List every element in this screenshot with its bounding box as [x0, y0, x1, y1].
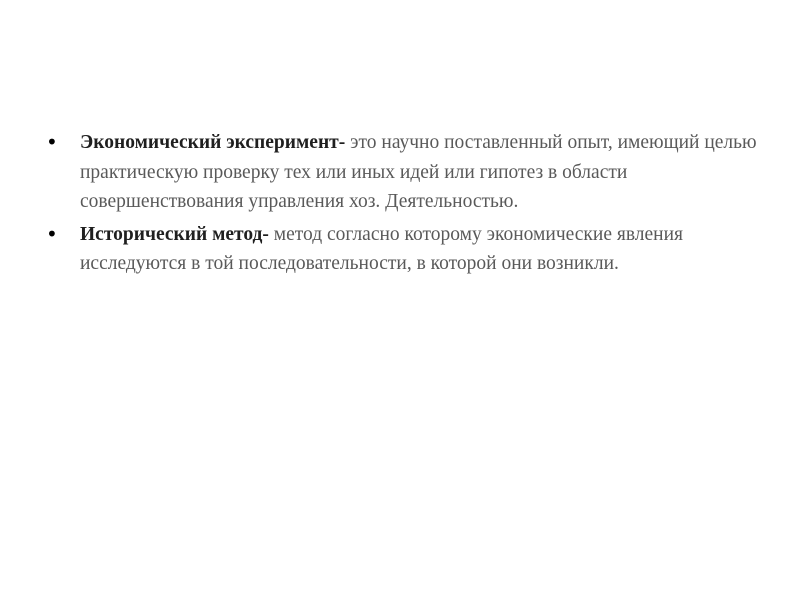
definition-economic-experiment: это научно поставленный опыт, имеющий целью практическую проверку тех или иных идей или гипотез в области совершенствования управления хоз. Деятельностью. — [80, 132, 757, 212]
bullet-item-historical-method — [46, 220, 770, 279]
bullet-dot-icon: • — [46, 130, 58, 154]
bullet-item-economic-experiment — [46, 128, 770, 217]
bullet-list — [46, 128, 770, 282]
term-economic-experiment: Экономический эксперимент- — [80, 132, 346, 153]
bullet-dot-icon: • — [46, 221, 58, 246]
definition-historical-method: метод согласно которому экономические явления исследуются в той последовательности, в которой они возникли. — [80, 223, 684, 274]
term-historical-method: Исторический метод- — [80, 223, 269, 245]
